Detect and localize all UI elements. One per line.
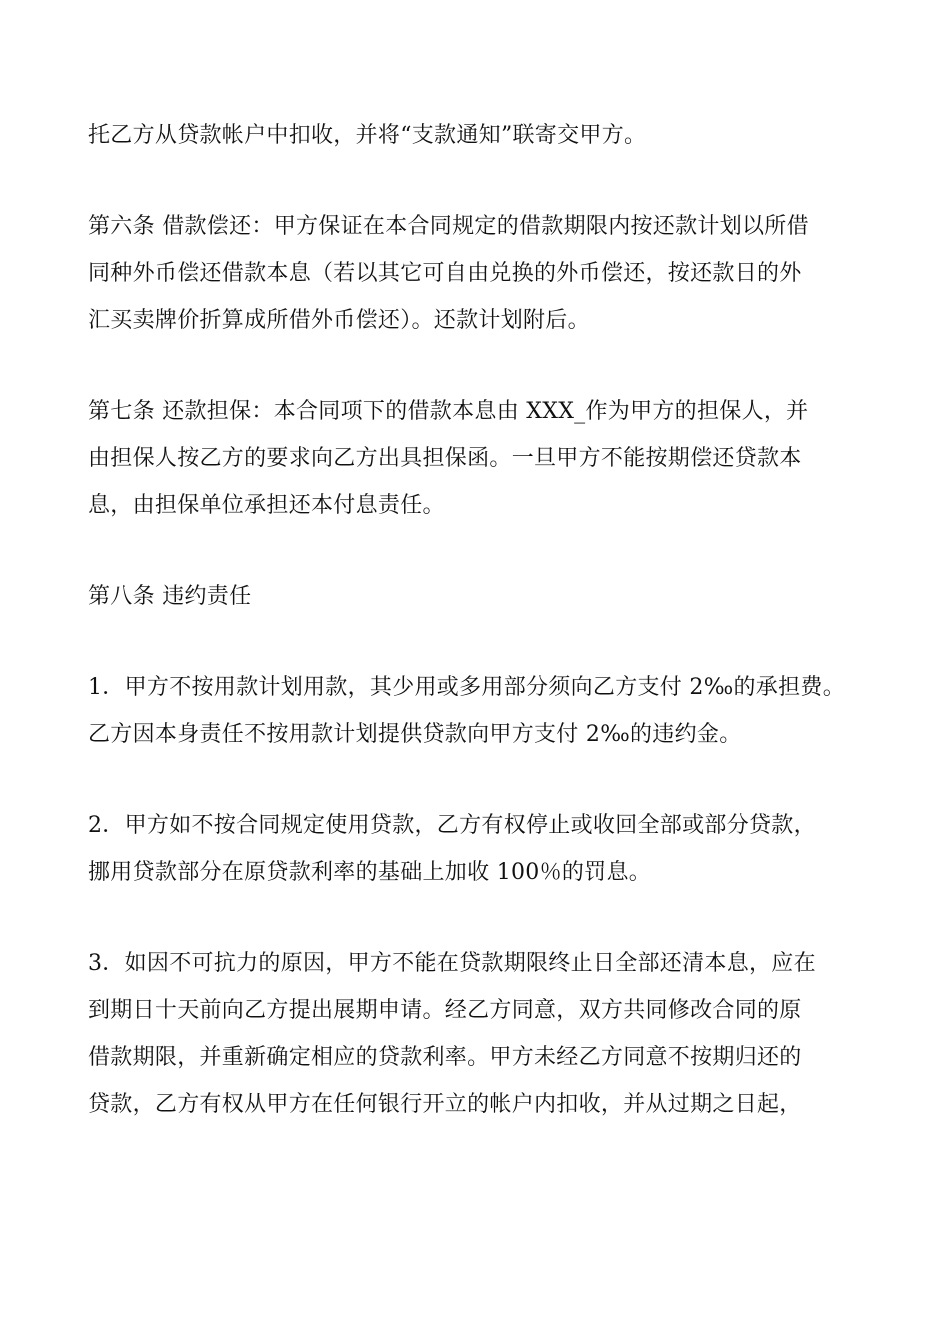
- item-2-paragraph: [88, 802, 888, 896]
- text-line: 第六条 借款偿还：甲方保证在本合同规定的借款期限内按还款计划以所借: [88, 214, 809, 239]
- paragraph-continuation: [88, 112, 888, 159]
- item-1-paragraph: [88, 664, 888, 758]
- item-3-paragraph: [88, 940, 888, 1128]
- text-line: 由担保人按乙方的要求向乙方出具担保函。一旦甲方不能按期偿还贷款本: [88, 446, 802, 471]
- text-line: 第八条 违约责任: [88, 584, 252, 609]
- text-line: 1．甲方不按用款计划用款，其少用或多用部分须向乙方支付 2‰的承担费。: [88, 675, 846, 700]
- text-line: 托乙方从贷款帐户中扣收，并将“支款通知”联寄交甲方。: [88, 123, 647, 148]
- article-6-paragraph: [88, 203, 888, 344]
- text-line: 借款期限，并重新确定相应的贷款利率。甲方未经乙方同意不按期归还的: [88, 1045, 802, 1070]
- text-line: 挪用贷款部分在原贷款利率的基础上加收 100％的罚息。: [88, 860, 652, 885]
- document-page: [88, 112, 888, 1172]
- text-line: 汇买卖牌价折算成所借外币偿还）。还款计划附后。: [88, 308, 590, 333]
- text-line: 同种外币偿还借款本息（若以其它可自由兑换的外币偿还，按还款日的外: [88, 261, 802, 286]
- text-line: 第七条 还款担保：本合同项下的借款本息由 XXX_作为甲方的担保人，并: [88, 399, 809, 424]
- text-line: 贷款，乙方有权从甲方在任何银行开立的帐户内扣收，并从过期之日起，: [88, 1092, 802, 1117]
- article-8-heading: [88, 573, 888, 620]
- text-line: 2．甲方如不按合同规定使用贷款，乙方有权停止或收回全部或部分贷款，: [88, 813, 816, 838]
- text-line: 息，由担保单位承担还本付息责任。: [88, 493, 445, 518]
- article-7-paragraph: [88, 388, 888, 529]
- text-line: 乙方因本身责任不按用款计划提供贷款向甲方支付 2‰的违约金。: [88, 722, 742, 747]
- text-line: 3．如因不可抗力的原因，甲方不能在贷款期限终止日全部还清本息，应在: [88, 951, 816, 976]
- text-line: 到期日十天前向乙方提出展期申请。经乙方同意，双方共同修改合同的原: [88, 998, 802, 1023]
